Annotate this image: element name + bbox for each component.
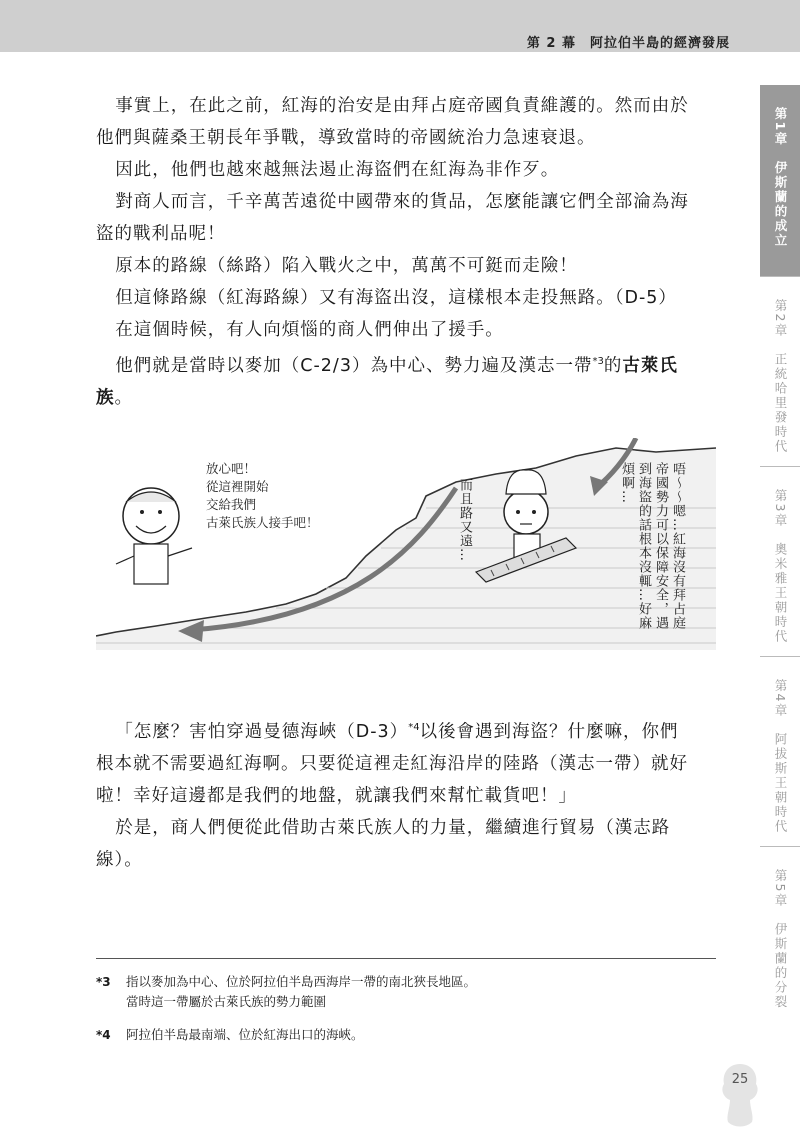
footnote-4: *4 阿拉伯半島最南端、位於紅海出口的海峽。 <box>96 1025 716 1045</box>
paragraph-continuation: 線）。 <box>96 849 143 870</box>
paragraph-quote: 「怎麼？害怕穿過曼德海峽$(D-3)^{*4}$以後會遇到海盜？什麼嘛，你們 <box>115 721 679 742</box>
merchant-character <box>476 470 576 582</box>
paragraph-continuation: 他們與薩桑王朝長年爭戰，導致當時的帝國統治力急速衰退。 <box>96 128 596 148</box>
paragraph: 原本的路線（絲路）陷入戰火之中，萬萬不可鋌而走險！ <box>115 256 578 276</box>
tab-chapter-4[interactable]: 第4章 阿拔斯王朝時代 <box>760 657 800 847</box>
tab-chapter-1[interactable]: 第1章 伊斯蘭的成立 <box>760 85 800 277</box>
footnote-mark: *4 <box>96 1028 111 1042</box>
body-section-2 <box>96 712 716 876</box>
footnote-mark: *3 <box>96 975 111 989</box>
paragraph: 但這條路線（紅海路線）又有海盜出沒，這樣根本走投無路。（D-5） <box>115 288 677 308</box>
speech-vertical-middle: 而且路又遠… <box>457 478 472 562</box>
footnote-divider <box>96 958 716 959</box>
paragraph-continuation: 盜的戰利品呢！ <box>96 224 226 244</box>
chapter-heading: 第 2 幕 阿拉伯半島的經濟發展 <box>526 36 730 51</box>
footnote-ref-4[interactable]: *4 <box>408 722 420 733</box>
speech-vertical-merchant: 唔～～嗯…紅海沒有拜占庭帝國勢力可以保障安全，遇到海盜的話根本沒輒…好麻煩啊… <box>619 462 685 630</box>
footnote-ref-3[interactable]: *3 <box>592 356 604 367</box>
footnote-3: *3 指以麥加為中心、位於阿拉伯半島西海岸一帶的南北狹長地區。 當時這一帶屬於古萊氏族的勢力範圍 <box>96 974 477 1009</box>
speech-bubble-quraysh: 放心吧！ 從這裡開始 交給我們 古萊氏族人接手吧！ <box>206 461 319 530</box>
paragraph-continuation: 啦！幸好這邊都是我們的地盤，就讓我們來幫忙載貨吧！」 <box>96 785 577 806</box>
page-number: 25 <box>731 1072 749 1087</box>
term-quraysh: 古萊氏 <box>622 355 678 376</box>
paragraph: 事實上，在此之前，紅海的治安是由拜占庭帝國負責維護的。然而由於 <box>115 96 689 116</box>
paragraph-continuation: 根本就不需要過紅海啊。只要從這裡走紅海沿岸的陸路（漢志一帶）就好 <box>96 753 688 774</box>
paragraph-quraysh: 他們就是當時以麥加（C-2/3）為中心、勢力遍及漢志一帶$^{*3}$的古萊氏 <box>115 355 678 376</box>
tab-chapter-3[interactable]: 第3章 奧米雅王朝時代 <box>760 467 800 657</box>
body-section-1 <box>96 90 716 414</box>
comic-illustration <box>96 438 716 650</box>
paragraph: 因此，他們也越來越無法遏止海盜們在紅海為非作歹。 <box>115 160 560 180</box>
mascot-icon <box>718 1060 762 1130</box>
paragraph: 在這個時候，有人向煩惱的商人們伸出了援手。 <box>115 320 504 340</box>
tab-chapter-5[interactable]: 第5章 伊斯蘭的分裂 <box>773 869 788 1010</box>
paragraph: 於是，商人們便從此借助古萊氏族人的力量，繼續進行貿易（漢志路 <box>115 817 671 838</box>
page-header <box>0 0 800 52</box>
paragraph-continuation: 族。 <box>96 387 133 408</box>
paragraph: 對商人而言，千辛萬苦遠從中國帶來的貨品，怎麼能讓它們全部淪為海 <box>115 192 689 212</box>
tab-chapter-2[interactable]: 第2章 正統哈里發時代 <box>760 277 800 467</box>
